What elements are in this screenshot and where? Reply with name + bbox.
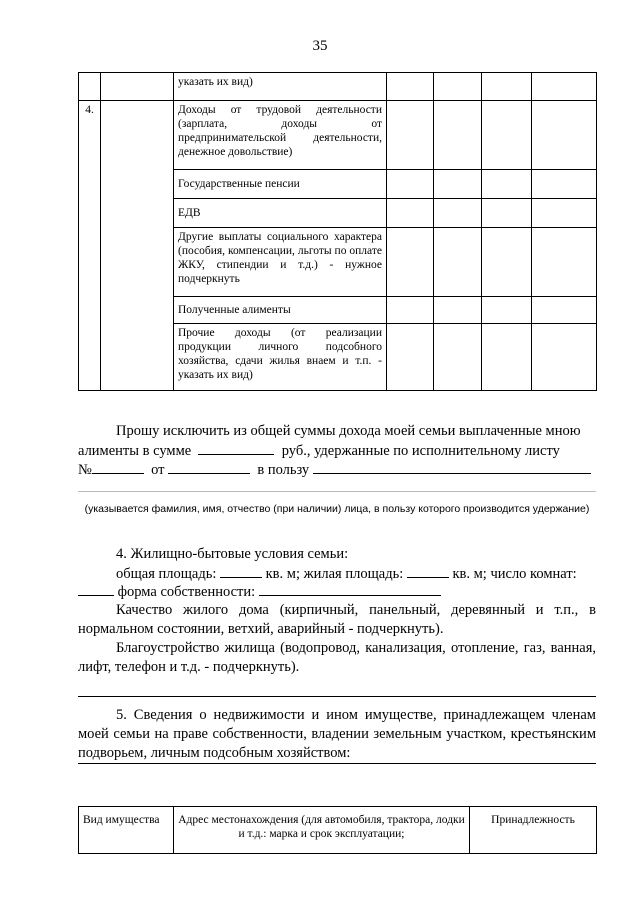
table-cell[interactable] — [387, 199, 434, 228]
living-area-label: кв. м; жилая площадь: — [265, 566, 404, 582]
table-cell[interactable] — [532, 101, 597, 170]
page-number: 35 — [312, 38, 328, 54]
column-header-ownership: Принадлежность — [470, 807, 597, 854]
alimony-line-3 — [78, 460, 596, 480]
writ-date-field[interactable] — [168, 460, 250, 474]
alimony-amount-field[interactable] — [198, 441, 274, 455]
recipient-name-line[interactable] — [78, 491, 596, 492]
alimony-line-1: Прошу исключить из общей суммы дохода моей семьи выплаченные мною — [116, 423, 581, 439]
table-cell[interactable] — [434, 101, 482, 170]
ownership-line — [78, 582, 596, 602]
ownership-label: форма собственности: — [117, 584, 256, 600]
ownership-field[interactable] — [259, 582, 441, 596]
column-header-address: Адрес местонахождения (для автомобиля, трактора, лодки и т.д.: марка и срок эксплуатации; — [174, 807, 470, 854]
table-cell[interactable] — [482, 297, 532, 324]
table-cell[interactable] — [387, 297, 434, 324]
table-cell[interactable] — [482, 228, 532, 297]
recipient-label: в пользу — [257, 462, 310, 478]
table-cell[interactable] — [532, 73, 597, 101]
total-area-field[interactable] — [220, 564, 262, 578]
table-cell[interactable] — [434, 297, 482, 324]
table-cell — [101, 73, 174, 101]
table-cell — [101, 101, 174, 391]
income-item-social: Другие выплаты социального характера (пособия, компенсации, льготы по оплате ЖКУ, стипендии и т.д.) - нужное подчеркнуть — [174, 228, 387, 297]
property-table — [78, 806, 597, 854]
recipient-field[interactable] — [313, 460, 591, 474]
income-item-pensions: Государственные пенсии — [174, 170, 387, 199]
income-item-other: Прочие доходы (от реализации продукции личного подсобного хозяйства, сдачи жилья внаем и т.п. - указать их вид) — [174, 324, 387, 391]
table-cell — [79, 73, 101, 101]
living-area-field[interactable] — [407, 564, 449, 578]
rooms-count-field[interactable] — [78, 582, 114, 596]
house-quality-text: Качество жилого дома (кирпичный, панельный, деревянный и т.п., в нормальном состоянии, ветхий, аварийный - подчеркнуть). — [78, 602, 596, 637]
table-cell[interactable] — [434, 170, 482, 199]
section-5-heading: 5. Сведения о недвижимости и ином имуществе, принадлежащем членам моей семьи на праве собственности, владении земельным участком, крестьянским подворьем, личным подсобным хозяйством: — [78, 707, 596, 761]
table-row — [79, 101, 597, 170]
area-line — [78, 564, 596, 584]
table-cell[interactable] — [434, 73, 482, 101]
rooms-label: кв. м; число комнат: — [452, 566, 577, 582]
table-cell[interactable] — [482, 199, 532, 228]
table-cell[interactable] — [482, 101, 532, 170]
divider-line — [78, 696, 596, 697]
column-header-property-type: Вид имущества — [79, 807, 174, 854]
alimony-line-2 — [78, 441, 596, 461]
writ-number-label: № — [78, 462, 92, 478]
table-cell[interactable] — [532, 297, 597, 324]
table-header-row — [79, 807, 597, 854]
table-cell[interactable] — [387, 324, 434, 391]
alimony-amount-label: алименты в сумме — [78, 443, 192, 459]
table-cell[interactable] — [387, 170, 434, 199]
alimony-writ-label: руб., удержанные по исполнительному листу — [281, 443, 560, 459]
row-number: 4. — [79, 101, 101, 391]
table-cell[interactable] — [434, 228, 482, 297]
income-item-edv: ЕДВ — [174, 199, 387, 228]
table-cell[interactable] — [387, 101, 434, 170]
table-cell[interactable] — [532, 228, 597, 297]
total-area-label: общая площадь: — [116, 566, 217, 582]
writ-date-label: от — [151, 462, 165, 478]
table-cell[interactable] — [532, 324, 597, 391]
table-row — [79, 73, 597, 101]
income-table — [78, 72, 597, 391]
table-cell[interactable] — [434, 199, 482, 228]
table-cell[interactable] — [482, 73, 532, 101]
table-cell[interactable] — [387, 228, 434, 297]
amenities-text: Благоустройство жилища (водопровод, канализация, отопление, газ, ванная, лифт, телефон и т.д. - подчеркнуть). — [78, 640, 596, 675]
table-cell[interactable] — [387, 73, 434, 101]
table-cell[interactable] — [532, 199, 597, 228]
table-cell[interactable] — [482, 170, 532, 199]
income-item-fragment: указать их вид) — [174, 73, 387, 101]
section-4-heading: 4. Жилищно-бытовые условия семьи: — [116, 546, 349, 562]
income-item-alimony: Полученные алименты — [174, 297, 387, 324]
recipient-note: (указывается фамилия, имя, отчество (при наличии) лица, в пользу которого производится удержание) — [84, 503, 590, 515]
writ-number-field[interactable] — [92, 460, 144, 474]
divider-line — [78, 763, 596, 764]
table-cell[interactable] — [532, 170, 597, 199]
table-cell[interactable] — [434, 324, 482, 391]
income-item-wages: Доходы от трудовой деятельности (зарплата, доходы от предпринимательской деятельности, денежное довольствие) — [174, 101, 387, 170]
table-cell[interactable] — [482, 324, 532, 391]
